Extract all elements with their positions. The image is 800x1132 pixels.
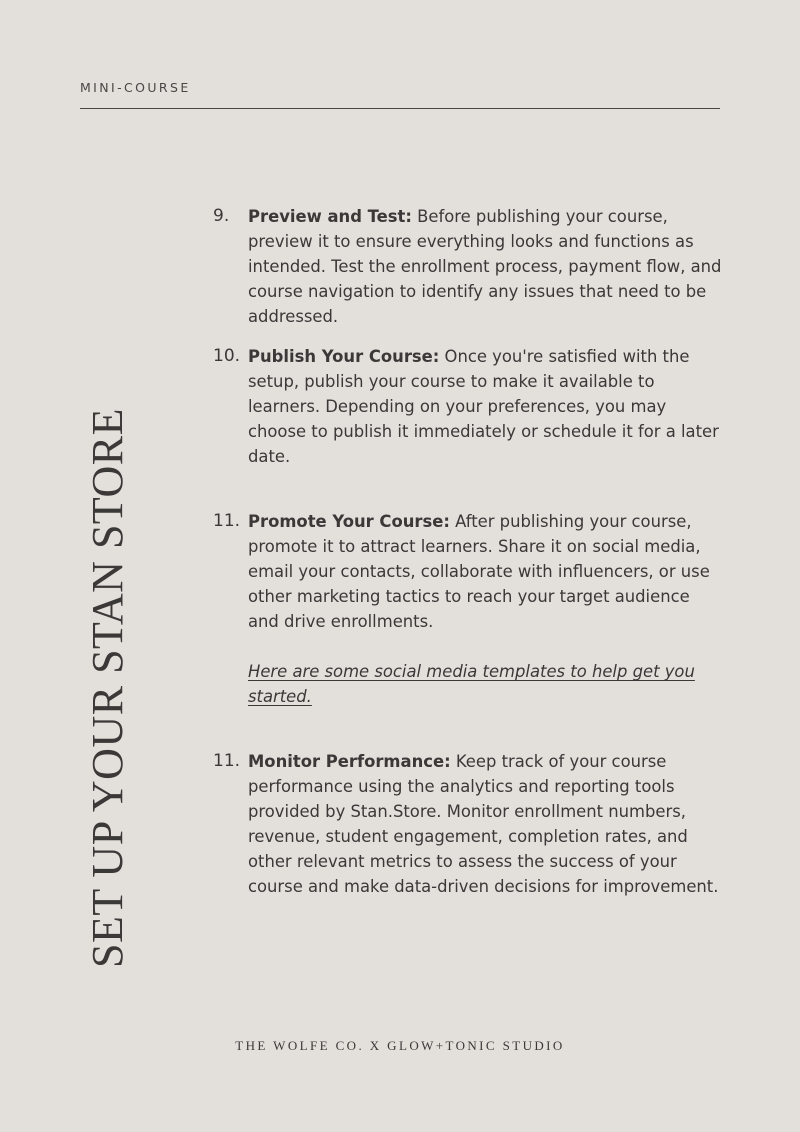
side-title: SET UP YOUR STAN STORE: [83, 407, 132, 969]
step-number: 11.: [213, 511, 241, 531]
step-body: [248, 204, 723, 329]
footer-credit: THE WOLFE CO. X GLOW+TONIC STUDIO: [235, 1038, 565, 1053]
step-text: Before publishing your course, preview it to ensure everything looks and functions as intended. Test the enrollment process, payment flow, and course navigation to identify any issues that need to be addressed.: [248, 207, 722, 326]
step-text: Keep track of your course performance using the analytics and reporting tools provided by Stan.Store. Monitor enrollment numbers, revenue, student engagement, completion rates, and other relevant metrics to assess the success of your course and make data-driven decisions for improvement.: [248, 752, 719, 896]
step-body: [248, 344, 723, 469]
step-item: [213, 509, 723, 749]
step-number: 10.: [213, 346, 241, 366]
step-number: 9.: [213, 206, 230, 226]
step-title: Monitor Performance:: [248, 752, 451, 771]
step-text: After publishing your course, promote it to attract learners. Share it on social media, email your contacts, collaborate with influencers, or use other marketing tactics to reach your target audience and drive enrollments.: [248, 512, 710, 631]
social-templates-link[interactable]: Here are some social media templates to help get you started.: [248, 662, 695, 706]
step-title: Promote Your Course:: [248, 512, 450, 531]
step-body: [248, 749, 723, 899]
step-title: Publish Your Course:: [248, 347, 440, 366]
step-number: 11.: [213, 751, 241, 771]
steps-list: [213, 204, 723, 899]
step-text: Once you're satisfied with the setup, publish your course to make it available to learners. Depending on your preferences, you may choose to publish it immediately or schedule it for a later date.: [248, 347, 719, 466]
header-label: MINI-COURSE: [80, 80, 191, 95]
step-title: Preview and Test:: [248, 207, 412, 226]
step-item: [213, 204, 723, 344]
header-divider: [80, 108, 720, 109]
step-item: [213, 749, 723, 899]
step-item: [213, 344, 723, 509]
step-body: [248, 509, 723, 709]
